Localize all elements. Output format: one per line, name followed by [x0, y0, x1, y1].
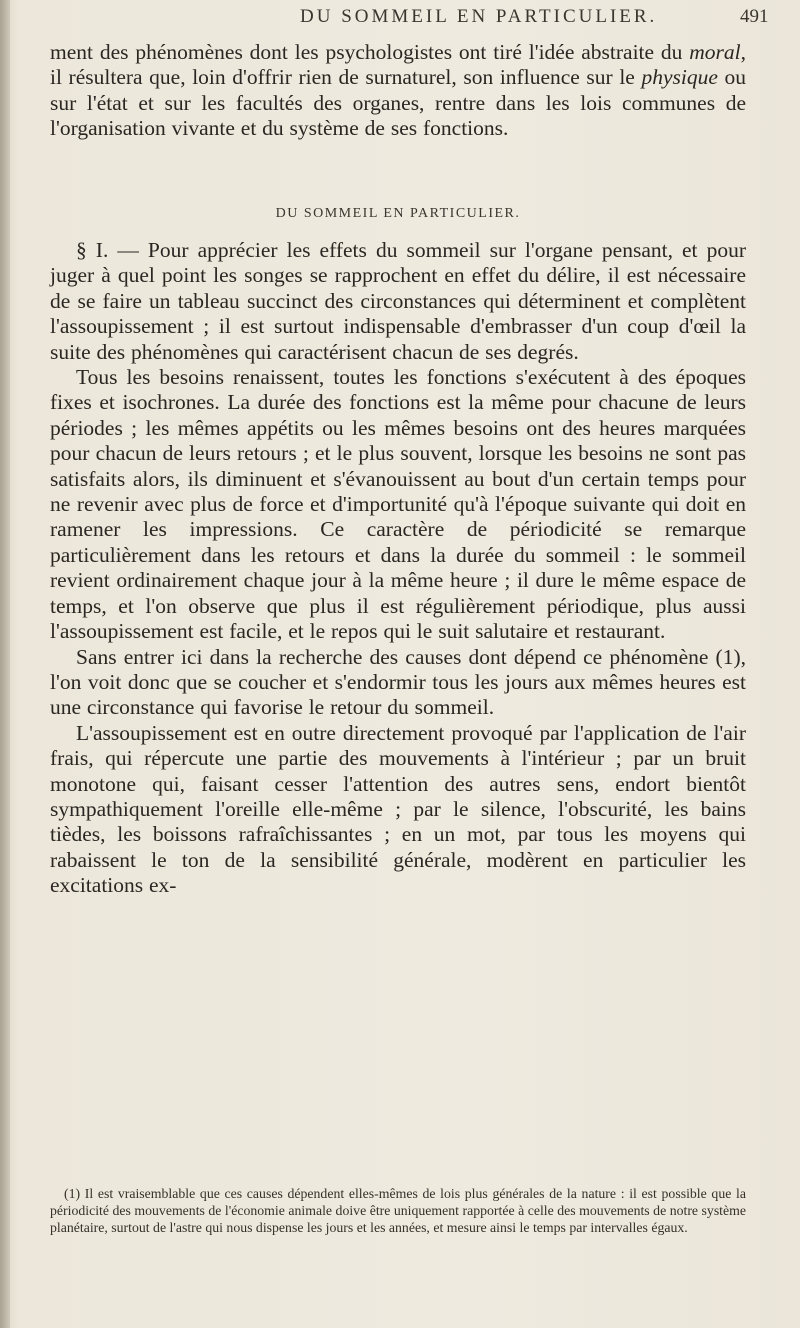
footnote	[50, 1186, 746, 1236]
paragraph: Tous les besoins renaissent, toutes les fonctions s'exécutent à des époques fixes et isochrones. La durée des fonctions est la même pour chacune de leurs périodes ; les mêmes appétits ou les mêmes besoins ont des heures marquées pour chacun de leurs retours ; et le plus souvent, lorsque les besoins ne sont pas satisfaits alors, ils diminuent et s'évanouissent au bout d'un certain temps pour ne revenir avec plus de force et d'importunité qu'à l'époque suivante qui doit en ramener les impressions. Ce caractère de périodicité se remarque particulièrement dans les retours et dans la durée du sommeil : le sommeil revient ordinairement chaque jour à la même heure ; il dure le même espace de temps, et l'on observe que plus il est régulièrement périodique, plus aussi l'assoupissement est facile, et le repos qui le suit salutaire et restaurant.	[50, 365, 746, 644]
page-binding-edge	[0, 0, 10, 1328]
intro-paragraph	[50, 40, 746, 142]
page-number: 491	[740, 6, 769, 27]
intro-emphasis-moral: moral	[689, 40, 741, 64]
paragraph: § I. — Pour apprécier les effets du sommeil sur l'organe pensant, et pour juger à quel point les songes se rapprochent en effet du délire, il est nécessaire de se faire un tableau succinct des circonstances qui déterminent et complètent l'assoupissement ; il est surtout indispensable d'embrasser d'un coup d'œil la suite des phénomènes qui caractérisent chacun de ses degrés.	[50, 238, 746, 364]
paragraph: Sans entrer ici dans la recherche des causes dont dépend ce phénomène (1), l'on voit donc que se coucher et s'endormir tous les jours aux mêmes heures est une circonstance qui favorise le retour du sommeil.	[50, 644, 746, 720]
intro-emphasis-physique: physique	[641, 65, 718, 90]
paragraph: L'assoupissement est en outre directement provoqué par l'application de l'air frais, qui répercute une partie des mouvements à l'intérieur ; par un bruit monotone qui, faisant cesser l'attention des autres sens, endort bientôt sympathiquement l'oreille elle-même ; par le silence, l'obscurité, les bains tièdes, les boissons rafraîchissantes ; en un mot, par tous les moyens qui rabaissent le ton de la sensibilité générale, modèrent en particulier les excitations ex-	[50, 720, 746, 898]
running-head-title: DU SOMMEIL EN PARTICULIER.	[300, 6, 658, 27]
footnote-text: (1) Il est vraisemblable que ces causes dépendent elles-mêmes de lois plus générales de la nature : il est possible que la périodicité des mouvements de l'économie animale doive être uniquement rapportée à celle des mouvements de notre système planétaire, surtout de l'astre qui nous dispense les jours et les années, et mesure ainsi le temps par intervalles égaux.	[50, 1186, 746, 1235]
running-head	[0, 6, 800, 36]
intro-text-start: ment des phénomènes dont les psychologistes ont tiré l'idée abstraite du	[50, 40, 690, 64]
section-title: DU SOMMEIL EN PARTICULIER.	[275, 206, 521, 221]
section-body	[50, 238, 746, 899]
intro-text-middle: , il résultera que, loin d'offrir rien de surnaturel, son influence sur le	[50, 40, 746, 90]
intro-text-end: ou sur l'état et sur les facultés des organes, rentre dans les lois communes de l'organisation vivante et du système de ses fonctions.	[50, 65, 746, 141]
